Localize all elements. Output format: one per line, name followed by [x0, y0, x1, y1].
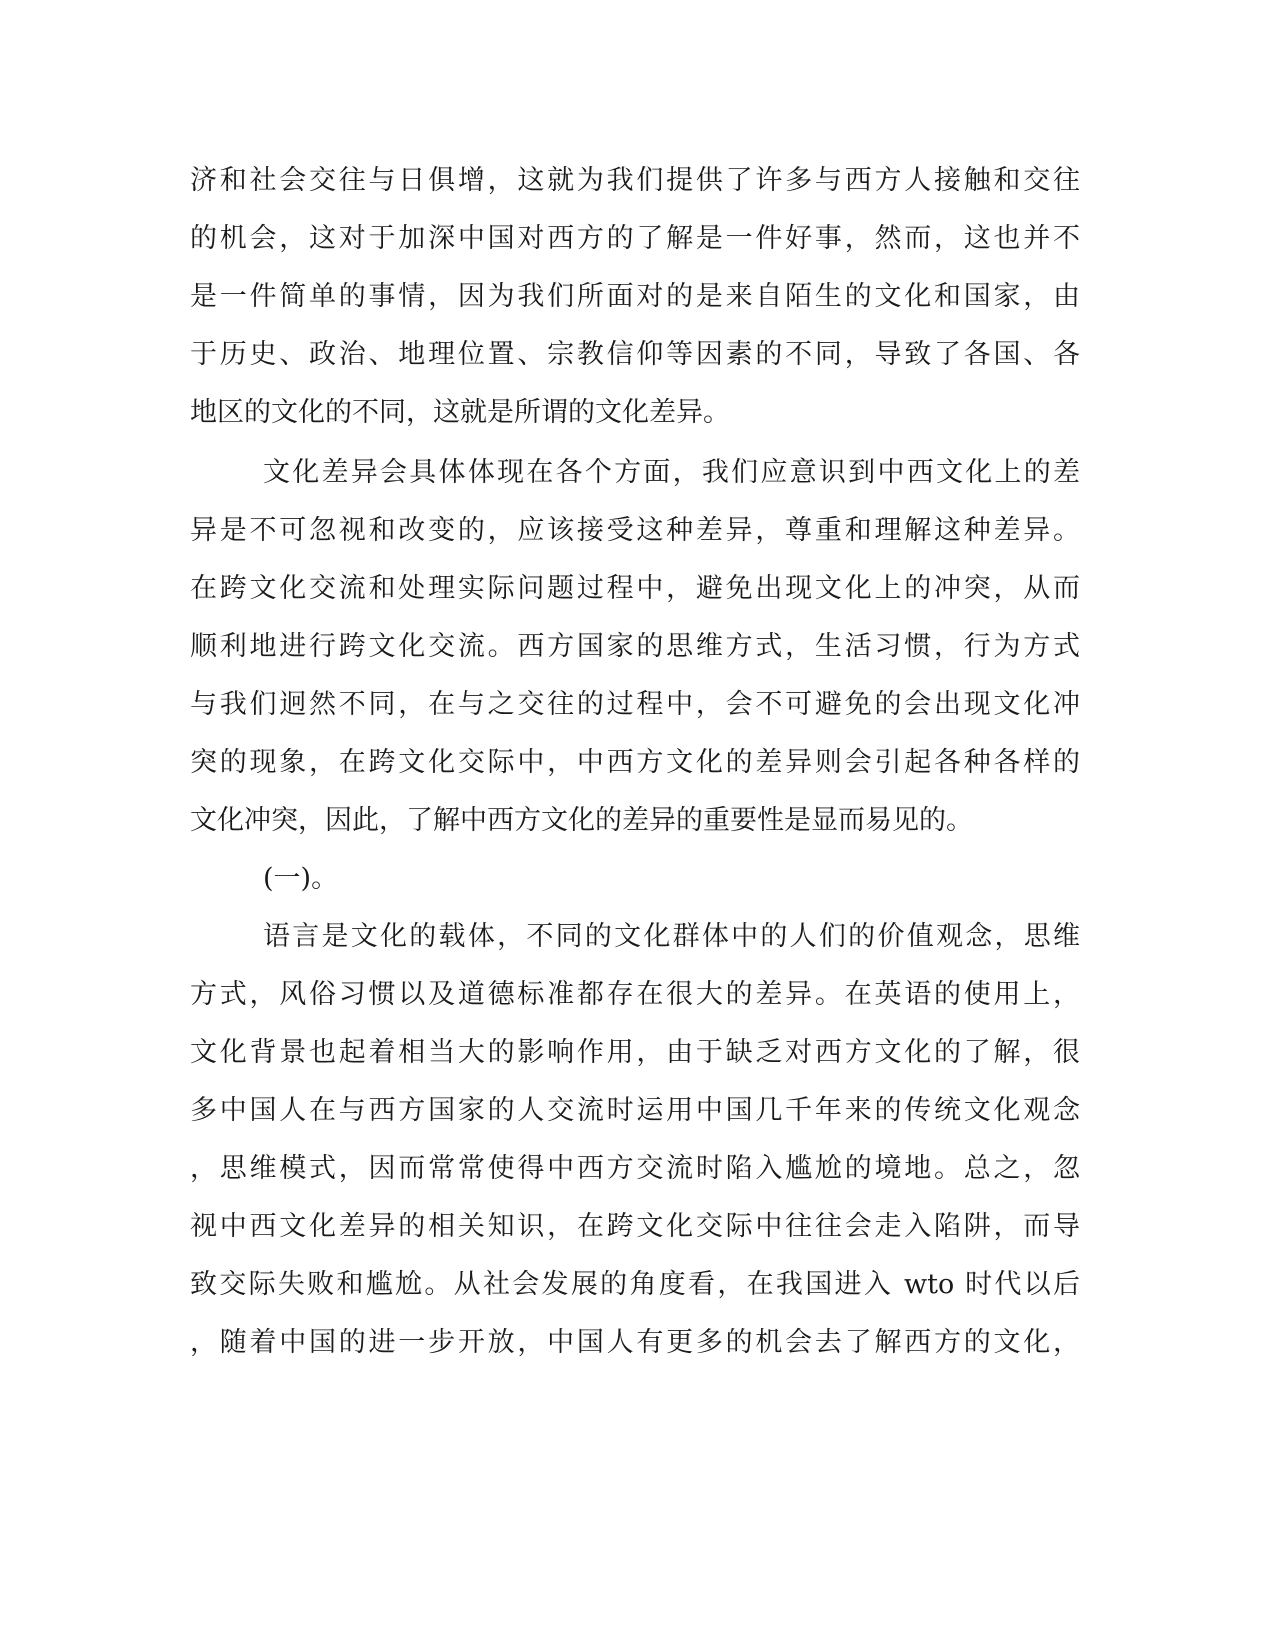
text-line: 突的现象，在跨文化交际中，中西方文化的差异则会引起各种各样的: [190, 747, 1080, 778]
text-line: 在跨文化交流和处理实际问题过程中，避免出现文化上的冲突，从而: [190, 573, 1080, 604]
text-line: 于历史、政治、地理位置、宗教信仰等因素的不同，导致了各国、各: [190, 339, 1080, 370]
text-line: 文化背景也起着相当大的影响作用，由于缺乏对西方文化的了解，很: [190, 1037, 1080, 1068]
text-line: 异是不可忽视和改变的，应该接受这种差异，尊重和理解这种差异。: [190, 515, 1080, 546]
text-line: 顺利地进行跨文化交流。西方国家的思维方式，生活习惯，行为方式: [190, 631, 1080, 662]
text-line: 视中西文化差异的相关知识，在跨文化交际中往往会走入陷阱，而导: [190, 1211, 1080, 1242]
section-heading: (一)。: [263, 863, 339, 894]
text-line: 的机会，这对于加深中国对西方的了解是一件好事，然而，这也并不: [190, 223, 1080, 254]
text-line: 文化冲突，因此，了解中西方文化的差异的重要性是显而易见的。: [190, 805, 973, 836]
text-line: 多中国人在与西方国家的人交流时运用中国几千年来的传统文化观念: [190, 1095, 1080, 1126]
text-line: 方式，风俗习惯以及道德标准都存在很大的差异。在英语的使用上，: [190, 979, 1080, 1010]
text-line: 致交际失败和尴尬。从社会发展的角度看，在我国进入 wto 时代以后: [190, 1269, 1080, 1300]
text-line: 语言是文化的载体，不同的文化群体中的人们的价值观念，思维: [263, 921, 1080, 952]
text-line: 文化差异会具体体现在各个方面，我们应意识到中西文化上的差: [263, 457, 1080, 488]
text-line: ，随着中国的进一步开放，中国人有更多的机会去了解西方的文化，: [190, 1327, 1080, 1358]
text-line: 是一件简单的事情，因为我们所面对的是来自陌生的文化和国家，由: [190, 281, 1080, 312]
text-line: 济和社会交往与日俱增，这就为我们提供了许多与西方人接触和交往: [190, 165, 1080, 196]
text-line: 与我们迥然不同，在与之交往的过程中，会不可避免的会出现文化冲: [190, 689, 1080, 720]
text-line: 地区的文化的不同，这就是所谓的文化差异。: [190, 397, 730, 428]
text-line: ，思维模式，因而常常使得中西方交流时陷入尴尬的境地。总之，忽: [190, 1153, 1080, 1184]
